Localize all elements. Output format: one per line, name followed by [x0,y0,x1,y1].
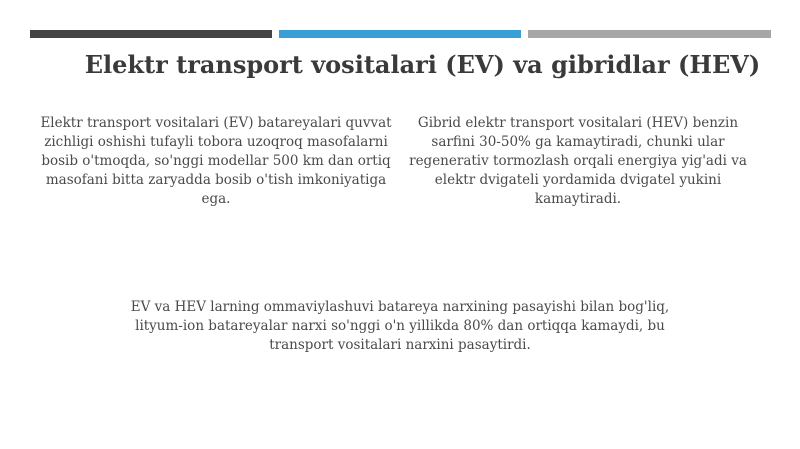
top-bar-gray [528,30,771,38]
paragraph-hev: Gibrid elektr transport vositalari (HEV) benzin sarfini 30-50% ga kamaytiradi, chunki ular regenerativ tormozlash orqali energiya yig'adi va elektr dvigateli yordamida dvigatel yukini kamaytiradi. [409,115,747,207]
paragraph-battery-cost: EV va HEV larning ommaviylashuvi batareya narxining pasayishi bilan bog'liq, lityum-ion batareyalar narxi so'nggi o'n yillikda 80% dan ortiqqa kamaydi, bu transport vositalari narxini pasaytirdi. [130,299,670,353]
paragraph-ev: Elektr transport vositalari (EV) batareyalari quvvat zichligi oshishi tufayli tobora uzoqroq masofalarni bosib o'tmoqda, so'nggi modellar 500 km dan ortiq masofani bitta zaryadda bosib o'tish imkoniyatiga ega. [40,115,392,207]
top-bar-dark [30,30,272,38]
slide-title: Elektr transport vositalari (EV) va gibridlar (HEV) [84,50,761,79]
top-bar-blue [279,30,521,38]
